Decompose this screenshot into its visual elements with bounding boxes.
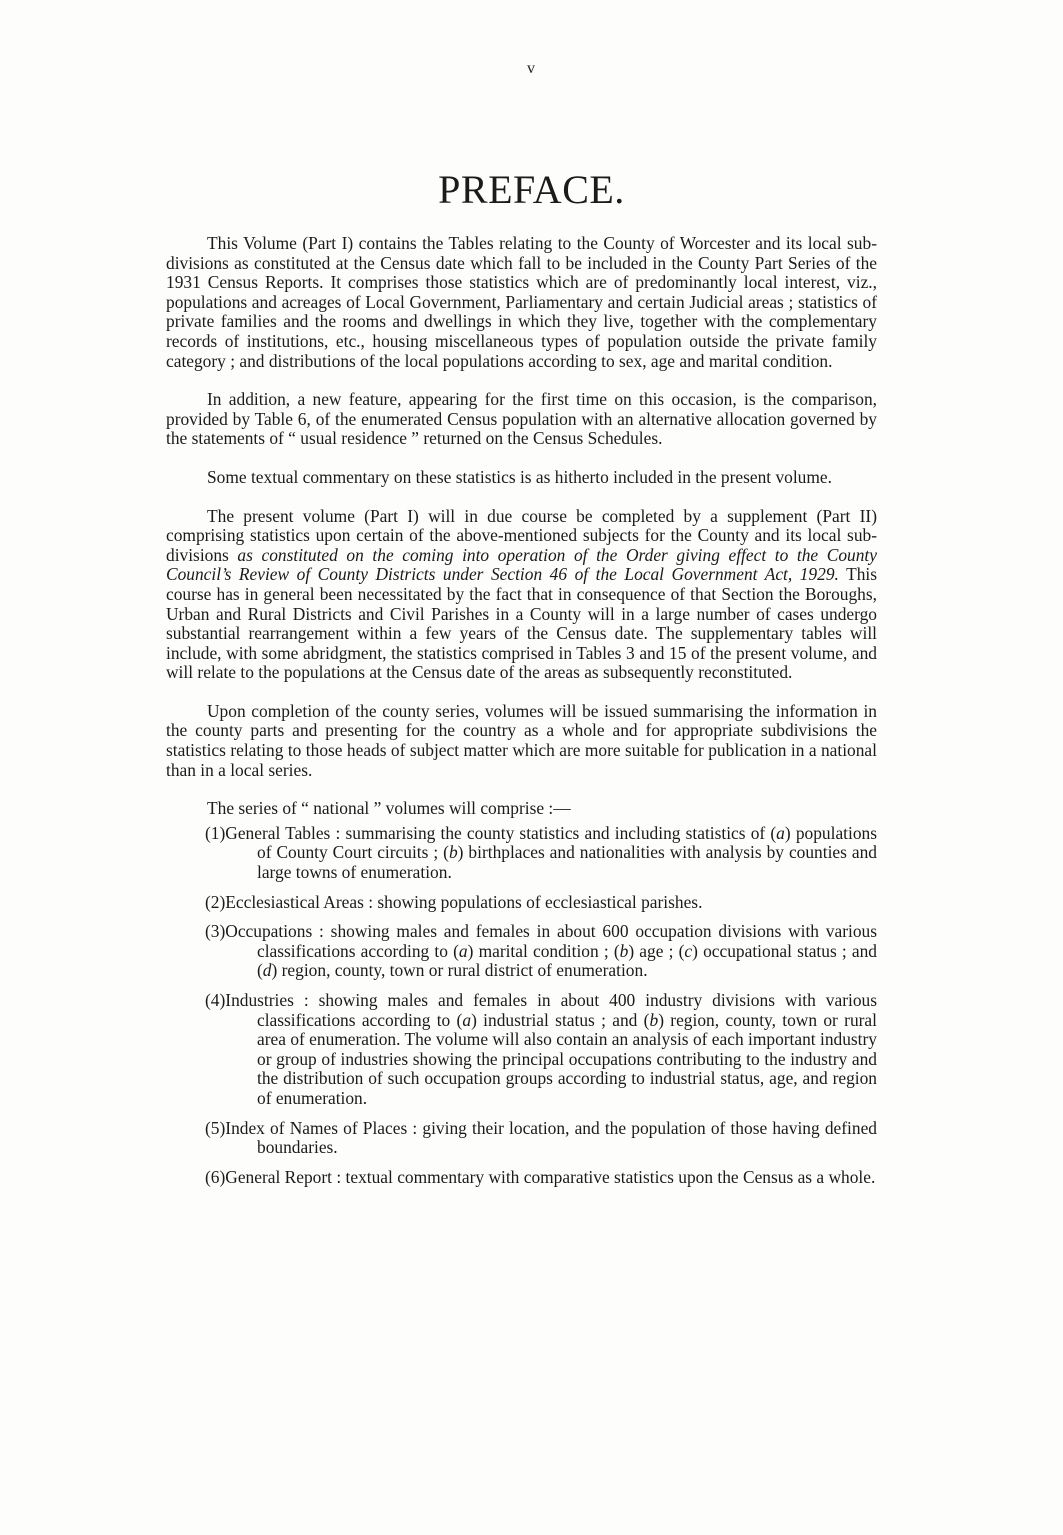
paragraph-contents: This Volume (Part I) contains the Tables relating to the County of Worcester and its local sub-divisions as constituted at the Census date which fall to be included in the County Part Series of the 1931 Census Reports. It comprises those statistics which are of predominantly local interest, viz., populations and acreages of Local Government, Parliamentary and certain Judicial areas ; statistics of private families and the rooms and dwellings in which they live, together with the complementary records of institutions, etc., housing miscellaneous types of population outside the private family category ; and distributions of the local populations according to sex, age and marital condition. — [166, 233, 877, 371]
volume-number: (1) — [205, 822, 226, 843]
volume-text-italic: b — [619, 940, 629, 961]
volume-text: ) industrial status ; and ( — [471, 1009, 650, 1030]
volume-list-item — [205, 1168, 877, 1188]
volume-text-italic: b — [448, 842, 458, 863]
volume-text: ) occupational status ; and ( — [257, 940, 878, 981]
national-volumes-list — [166, 824, 877, 1188]
volume-number: (4) — [205, 990, 226, 1010]
volume-text: Industries : showing males and females in about 400 industry divisions with various classifications according to ( — [225, 990, 877, 1030]
volume-text: ) region, county, town or rural area of enumeration. The volume will also contain an analysis of each important industry or group of industries showing the principal occupations contributing to the industry and the distribution of such occupation groups according to industrial status, age, and region of enumeration. — [257, 1009, 877, 1108]
page-title: PREFACE. — [438, 167, 625, 212]
preface-body — [166, 234, 877, 1197]
volume-text-italic: b — [649, 1009, 659, 1030]
volume-text-italic: a — [776, 822, 785, 843]
supplement-text-end: This course has in general been necessitated by the fact that in consequence of that Section the Boroughs, Urban and Rural Districts and Civil Parishes in a County will in a large number of cases undergo substantial rearrangement within a few years of the Census date. The supplementary tables will include, with some abridgment, the statistics comprised in Tables 3 and 15 of the present volume, and will relate to the populations at the Census date of the areas as subsequently reconstituted. — [166, 564, 877, 683]
volume-number: (6) — [205, 1166, 226, 1187]
volume-text-italic: d — [262, 960, 272, 981]
paragraph-supplement — [166, 507, 877, 683]
volume-text: ) populations of County Court circuits ; ( — [257, 822, 877, 863]
volume-text: Ecclesiastical Areas : showing populations of ecclesiastical parishes. — [225, 891, 703, 912]
volume-list-item — [205, 922, 877, 981]
paragraph-national-series: Upon completion of the county series, volumes will be issued summarising the information in the county parts and presenting for the country as a whole and for appropriate subdivisions the statistics relating to those heads of subject matter which are more suitable for publication in a national than in a local series. — [166, 700, 877, 780]
volume-text: Index of Names of Places : giving their location, and the population of those having defined boundaries. — [225, 1117, 877, 1158]
supplement-text-start: The present volume (Part I) will in due course be completed by a supplement (Part II) comprising statistics upon certain of the above-mentioned subjects for the County and its local sub-divisions — [166, 505, 877, 565]
volume-list-item — [205, 1119, 877, 1158]
volume-list-item — [205, 991, 877, 1109]
volume-text-italic: a — [458, 940, 468, 961]
page-number: v — [527, 60, 536, 77]
supplement-text-italic: as constituted on the coming into operation of the Order giving effect to the County Council’s Review of County Districts under Section 46 of the Local Government Act, 1929. — [166, 544, 877, 585]
volume-list-item — [205, 824, 877, 883]
volume-text: General Report : textual commentary with comparative statistics upon the Census as a whole. — [225, 1166, 876, 1187]
volume-list-item — [205, 893, 877, 913]
volume-text: ) marital condition ; ( — [467, 940, 620, 961]
paragraph-commentary: Some textual commentary on these statistics is as hitherto included in the present volume. — [207, 466, 832, 487]
volume-text-italic: c — [684, 940, 693, 961]
volume-text: ) region, county, town or rural district of enumeration. — [271, 960, 648, 981]
volume-text: ) birthplaces and nationalities with analysis by counties and large towns of enumeration. — [257, 842, 877, 883]
volume-number: (2) — [205, 891, 226, 912]
volume-number: (3) — [205, 921, 226, 942]
volume-text-italic: a — [462, 1009, 472, 1030]
volume-text: General Tables : summarising the county statistics and including statistics of ( — [225, 822, 777, 843]
paragraph-new-feature: In addition, a new feature, appearing for the first time on this occasion, is the comparison, provided by Table 6, of the enumerated Census population with an alternative allocation governed by the statements of “ usual residence ” returned on the Census Schedules. — [166, 389, 877, 449]
volume-text: ) age ; ( — [628, 940, 685, 961]
paragraph-list-intro: The series of “ national ” volumes will comprise :— — [207, 798, 571, 819]
volume-number: (5) — [205, 1117, 226, 1138]
volume-text: Occupations : showing males and females in about 600 occupation divisions with various classifications according to ( — [225, 921, 877, 961]
